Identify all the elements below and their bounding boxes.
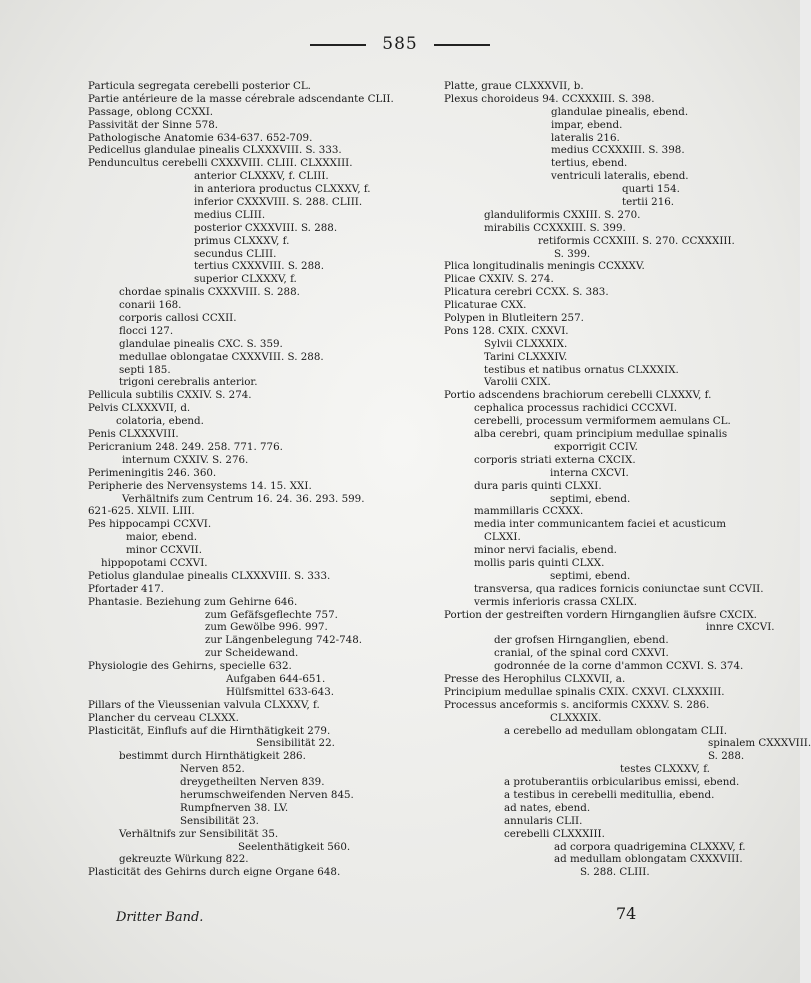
index-entry: CLXXXIX.	[550, 711, 602, 724]
index-entry: CLXXI.	[484, 531, 521, 544]
index-entry: medius CCXXXIII. S. 398.	[551, 144, 685, 157]
index-entry: Portio adscendens brachiorum cerebelli CLXXXV, f.	[444, 389, 712, 402]
index-entry: transversa, qua radices fornicis coniunctae sunt CCVII.	[474, 582, 764, 595]
folio-number: 74	[616, 904, 637, 923]
index-column-right	[444, 80, 811, 879]
index-entry: Perimeningitis 246. 360.	[88, 466, 217, 479]
index-entry: Pericranium 248. 249. 258. 771. 776.	[88, 440, 283, 453]
index-entry: Penis CLXXXVIII.	[88, 428, 179, 441]
index-entry: posterior CXXXVIII. S. 288.	[194, 221, 338, 234]
index-entry: Tarini CLXXXIV.	[484, 350, 568, 363]
index-entry: Passivität der Sinne 578.	[88, 118, 219, 131]
index-entry: conarii 168.	[119, 299, 182, 312]
index-entry: glandulae pinealis, ebend.	[551, 105, 689, 118]
index-entry: Principium medullae spinalis CXIX. CXXVI. CLXXXIII.	[444, 685, 725, 698]
index-entry: Nerven 852.	[180, 763, 245, 776]
index-entry: zur Scheidewand.	[205, 647, 299, 660]
index-entry: der grofsen Hirnganglien, ebend.	[494, 634, 669, 647]
index-entry: Plancher du cerveau CLXXX.	[88, 711, 239, 724]
index-entry: medius CLIII.	[194, 208, 266, 221]
index-entry: S. 288. CLIII.	[580, 866, 650, 879]
index-entry: zur Längenbelegung 742-748.	[205, 634, 363, 647]
index-entry: Pedicellus glandulae pinealis CLXXXVIII. S. 333.	[88, 144, 342, 157]
index-entry: Verhältnifs zur Sensibilität 35.	[119, 827, 279, 840]
index-entry: 621-625. XLVII. LIII.	[88, 505, 195, 518]
index-entry: trigoni cerebralis anterior.	[119, 376, 258, 389]
index-entry: Plasticität des Gehirns durch eigne Organe 648.	[88, 866, 341, 879]
index-entry: flocci 127.	[119, 324, 174, 337]
index-entry: septimi, ebend.	[550, 569, 631, 582]
index-entry: Pelvis CLXXXVII, d.	[88, 402, 191, 415]
index-entry: cerebelli, processum vermiformem aemulans CL.	[474, 415, 731, 428]
index-entry: cerebelli CLXXXIII.	[504, 827, 605, 840]
index-entry: secundus CLIII.	[194, 247, 277, 260]
index-entry: impar, ebend.	[551, 118, 623, 131]
index-entry: Plicatura cerebri CCXX. S. 383.	[444, 286, 609, 299]
index-entry: cranial, of the spinal cord CXXVI.	[494, 647, 669, 660]
index-entry: Pfortader 417.	[88, 582, 164, 595]
index-entry: vermis inferioris crassa CXLIX.	[474, 595, 637, 608]
index-entry: corporis callosi CCXII.	[119, 312, 237, 325]
index-entry: Portion der gestreiften vordern Hirnganglien äufsre CXCIX.	[444, 608, 757, 621]
index-column-left	[88, 80, 448, 879]
index-entry: lateralis 216.	[551, 131, 620, 144]
index-entry: testes CLXXXV, f.	[620, 763, 710, 776]
index-entry: Pons 128. CXIX. CXXVI.	[444, 324, 569, 337]
index-entry: medullae oblongatae CXXXVIII. S. 288.	[119, 350, 324, 363]
index-entry: colatoria, ebend.	[116, 415, 204, 428]
index-entry: cephalica processus rachidici CCCXVI.	[474, 402, 678, 415]
index-entry: ad nates, ebend.	[504, 801, 591, 814]
index-entry: alba cerebri, quam principium medullae spinalis	[474, 428, 728, 441]
index-entry: Penduncultus cerebelli CXXXVIII. CLIII. CLXXXIII.	[88, 157, 353, 170]
index-entry: Hülfsmittel 633-643.	[226, 685, 335, 698]
index-entry: ventriculi lateralis, ebend.	[551, 170, 689, 183]
index-entry: Processus anceformis s. anciformis CXXXV. S. 286.	[444, 698, 710, 711]
index-entry: herumschweifenden Nerven 845.	[180, 788, 354, 801]
index-entry: Passage, oblong CCXXI.	[88, 105, 214, 118]
index-entry: tertius, ebend.	[551, 157, 628, 170]
index-entry: tertii 216.	[622, 196, 675, 209]
index-entry: media inter communicantem faciei et acusticum	[474, 518, 726, 531]
page-header	[0, 34, 800, 58]
index-entry: Verhältnifs zum Centrum 16. 24. 36. 293. 599.	[122, 492, 365, 505]
index-entry: retiformis CCXXIII. S. 270. CCXXXIII.	[538, 234, 735, 247]
index-entry: Aufgaben 644-651.	[226, 672, 326, 685]
index-entry: Physiologie des Gehirns, specielle 632.	[88, 660, 292, 673]
index-entry: Sylvii CLXXXIX.	[484, 337, 568, 350]
index-entry: tertius CXXXVIII. S. 288.	[194, 260, 324, 273]
index-entry: exporrigit CCIV.	[554, 440, 638, 453]
index-entry: hippopotami CCXVI.	[101, 556, 208, 569]
index-entry: Petiolus glandulae pinealis CLXXXVIII. S. 333.	[88, 569, 331, 582]
index-entry: glandulae pinealis CXC. S. 359.	[119, 337, 283, 350]
index-entry: interna CXCVI.	[550, 466, 629, 479]
index-entry: minor CCXVII.	[126, 544, 203, 557]
index-entry: Partie antérieure de la masse cérebrale adscendante CLII.	[88, 92, 394, 105]
header-rule-right	[434, 44, 490, 46]
index-entry: innre CXCVI.	[706, 621, 775, 634]
index-entry: spinalem CXXXVIII.	[708, 737, 811, 750]
index-entry: Presse des Herophilus CLXXVII, a.	[444, 672, 626, 685]
index-entry: zum Gewölbe 996. 997.	[205, 621, 328, 634]
index-entry: Pes hippocampi CCXVI.	[88, 518, 212, 531]
index-entry: Platte, graue CLXXXVII, b.	[444, 80, 584, 92]
index-entry: quarti 154.	[622, 183, 680, 196]
header-rule-left	[310, 44, 366, 46]
index-entry: S. 288.	[708, 750, 745, 763]
index-entry: Varolii CXIX.	[484, 376, 551, 389]
index-entry: testibus et natibus ornatus CLXXXIX.	[484, 363, 679, 376]
index-entry: corporis striati externa CXCIX.	[474, 453, 636, 466]
index-entry: ad medullam oblongatam CXXXVIII.	[554, 853, 743, 866]
index-entry: zum Gefäfsgeflechte 757.	[205, 608, 338, 621]
index-entry: Sensibilität 23.	[180, 814, 259, 827]
index-entry: a testibus in cerebelli meditullia, ebend.	[504, 788, 715, 801]
index-entry: annularis CLII.	[504, 814, 583, 827]
index-entry: Seelenthätigkeit 560.	[238, 840, 351, 853]
signature-mark: Dritter Band.	[116, 910, 204, 925]
index-entry: dura paris quinti CLXXI.	[474, 479, 602, 492]
index-entry: Particula segregata cerebelli posterior CL.	[88, 80, 311, 92]
index-entry: Plica longitudinalis meningis CCXXXV.	[444, 260, 645, 273]
index-entry: Plicae CXXIV. S. 274.	[444, 273, 554, 286]
index-entry: Pillars of the Vieussenian valvula CLXXXV, f.	[88, 698, 320, 711]
index-entry: Pathologische Anatomie 634-637. 652-709.	[88, 131, 313, 144]
index-entry: Plexus choroideus 94. CCXXXIII. S. 398.	[444, 92, 655, 105]
index-entry: anterior CLXXXV, f. CLIII.	[194, 170, 329, 183]
index-entry: a protuberantiis orbicularibus emissi, ebend.	[504, 776, 740, 789]
page-footer	[0, 904, 800, 932]
index-entry: minor nervi facialis, ebend.	[474, 544, 617, 557]
index-entry: Rumpfnerven 38. LV.	[180, 801, 289, 814]
index-entry: mirabilis CCXXXIII. S. 399.	[484, 221, 626, 234]
index-entry: ad corpora quadrigemina CLXXXV, f.	[554, 840, 746, 853]
index-entry: septi 185.	[119, 363, 171, 376]
index-entry: primus CLXXXV, f.	[194, 234, 290, 247]
index-entry: mollis paris quinti CLXX.	[474, 556, 605, 569]
index-entry: Polypen in Blutleitern 257.	[444, 312, 584, 325]
page-number: 585	[382, 34, 418, 54]
index-entry: Phantasie. Beziehung zum Gehirne 646.	[88, 595, 298, 608]
index-entry: Plasticität, Einflufs auf die Hirnthätigkeit 279.	[88, 724, 331, 737]
index-entry: in anteriora productus CLXXXV, f.	[194, 183, 371, 196]
index-entry: maior, ebend.	[126, 531, 198, 544]
index-entry: internum CXXIV. S. 276.	[122, 453, 249, 466]
index-entry: septimi, ebend.	[550, 492, 631, 505]
index-entry: dreygetheilten Nerven 839.	[180, 776, 325, 789]
index-entry: inferior CXXXVIII. S. 288. CLIII.	[194, 196, 363, 209]
index-entry: mammillaris CCXXX.	[474, 505, 584, 518]
index-entry: a cerebello ad medullam oblongatam CLII.	[504, 724, 727, 737]
index-entry: godronnée de la corne d'ammon CCXVI. S. 374.	[494, 660, 744, 673]
index-entry: gekreuzte Würkung 822.	[119, 853, 249, 866]
index-entry: Plicaturae CXX.	[444, 299, 527, 312]
index-entry: chordae spinalis CXXXVIII. S. 288.	[119, 286, 300, 299]
index-entry: glanduliformis CXXIII. S. 270.	[484, 208, 641, 221]
index-entry: Peripherie des Nervensystems 14. 15. XXI.	[88, 479, 312, 492]
index-entry: bestimmt durch Hirnthätigkeit 286.	[119, 750, 306, 763]
index-entry: Pellicula subtilis CXXIV. S. 274.	[88, 389, 252, 402]
index-entry: superior CLXXXV, f.	[194, 273, 297, 286]
index-entry: Sensibilität 22.	[256, 737, 335, 750]
index-entry: S. 399.	[554, 247, 591, 260]
